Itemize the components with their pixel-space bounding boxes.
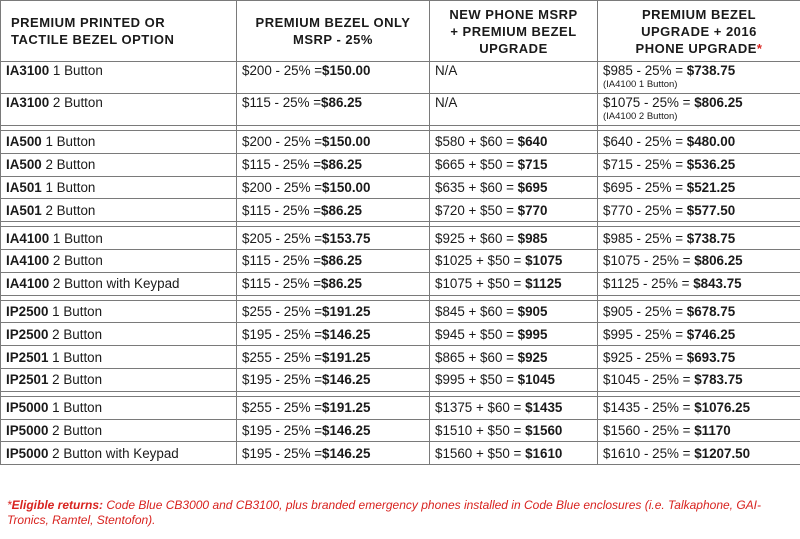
new-phone-formula: $635 + $60 = — [435, 179, 518, 195]
new-phone-total: $770 — [517, 202, 548, 218]
table-row — [1, 419, 800, 442]
new-phone-formula: $865 + $60 = — [435, 349, 518, 365]
model-code: IP2501 — [6, 349, 49, 365]
upgrade-formula: $640 - 25% = — [603, 134, 687, 150]
new-phone-formula: $580 + $60 = — [435, 134, 518, 150]
new-phone-price-cell — [430, 272, 598, 295]
model-cell — [1, 131, 237, 154]
upgrade-price: $738.75 — [686, 63, 736, 78]
bezel-formula: $255 - 25% = — [242, 303, 323, 319]
upgrade-price-cell — [598, 199, 800, 222]
new-phone-total: $925 — [517, 349, 548, 365]
new-phone-formula: N/A — [435, 95, 458, 110]
bezel-only-price-cell — [237, 419, 430, 442]
upgrade-price-cell — [598, 249, 800, 272]
model-code: IP5000 — [6, 400, 49, 416]
bezel-price: $86.25 — [321, 253, 363, 269]
model-code: IA501 — [6, 179, 42, 195]
upgrade-formula: $985 - 25% = — [603, 230, 687, 246]
new-phone-formula: $720 + $50 = — [435, 202, 518, 218]
upgrade-price: $577.50 — [686, 202, 736, 218]
bezel-only-price-cell — [237, 153, 430, 176]
upgrade-note: (IA4100 2 Button) — [603, 111, 678, 122]
upgrade-price-cell — [598, 227, 800, 250]
model-code: IA4100 — [6, 253, 50, 269]
bezel-formula: $200 - 25% = — [242, 134, 323, 150]
upgrade-formula: $1560 - 25% = — [603, 422, 695, 438]
table-row — [1, 94, 800, 126]
model-cell — [1, 300, 237, 323]
bezel-price: $86.25 — [321, 157, 363, 173]
table-row — [1, 249, 800, 272]
upgrade-price-cell — [598, 300, 800, 323]
model-cell — [1, 442, 237, 465]
upgrade-price: $843.75 — [693, 276, 742, 292]
upgrade-price: $738.75 — [686, 230, 736, 246]
model-code: IA3100 — [6, 63, 50, 78]
header-row — [1, 1, 800, 62]
table-body — [1, 62, 800, 465]
new-phone-price-cell — [430, 94, 598, 126]
model-variant: 1 Button — [49, 63, 103, 78]
upgrade-formula: $1610 - 25% = — [603, 445, 695, 461]
new-phone-formula: $845 + $60 = — [435, 303, 518, 319]
upgrade-price: $693.75 — [686, 349, 736, 365]
new-phone-formula: $1375 + $60 = — [435, 400, 526, 416]
upgrade-price-cell — [598, 346, 800, 369]
bezel-price: $191.25 — [322, 349, 371, 365]
upgrade-price-cell — [598, 323, 800, 346]
new-phone-total: $1435 — [525, 400, 563, 416]
upgrade-price: $783.75 — [694, 372, 743, 388]
table-row — [1, 346, 800, 369]
new-phone-price-cell — [430, 199, 598, 222]
upgrade-formula: $925 - 25% = — [603, 349, 687, 365]
upgrade-price-cell — [598, 368, 800, 391]
new-phone-total: $1560 — [525, 422, 563, 438]
model-variant: 2 Button — [41, 202, 96, 218]
model-cell — [1, 62, 237, 94]
upgrade-price: $806.25 — [694, 95, 743, 110]
new-phone-formula: $995 + $50 = — [435, 372, 518, 388]
upgrade-formula: $770 - 25% = — [603, 202, 687, 218]
model-code: IP5000 — [6, 422, 49, 438]
model-code: IA500 — [6, 134, 42, 150]
footnote — [7, 498, 797, 528]
new-phone-formula: $945 + $50 = — [435, 326, 518, 342]
model-cell — [1, 199, 237, 222]
asterisk-marker: * — [756, 40, 763, 56]
model-cell — [1, 227, 237, 250]
new-phone-total: $995 — [517, 326, 548, 342]
model-code: IA4100 — [6, 276, 50, 292]
upgrade-price-cell — [598, 419, 800, 442]
bezel-only-price-cell — [237, 249, 430, 272]
bezel-formula: $205 - 25% = — [242, 230, 323, 246]
model-cell — [1, 153, 237, 176]
bezel-price: $153.75 — [322, 230, 371, 246]
bezel-formula: $195 - 25% = — [242, 445, 323, 461]
bezel-only-price-cell — [237, 300, 430, 323]
upgrade-formula: $985 - 25% = — [603, 63, 687, 78]
bezel-formula: $200 - 25% = — [242, 179, 323, 195]
footnote-label: Eligible returns: — [11, 498, 104, 512]
upgrade-price: $536.25 — [686, 157, 736, 173]
new-phone-total: $1075 — [525, 253, 563, 269]
new-phone-total: $695 — [517, 179, 548, 195]
new-phone-formula: $1510 + $50 = — [435, 422, 526, 438]
new-phone-total: $1045 — [517, 372, 555, 388]
bezel-formula: $115 - 25% = — [242, 157, 322, 173]
bezel-only-price-cell — [237, 199, 430, 222]
model-code: IA500 — [6, 157, 42, 173]
upgrade-formula: $1045 - 25% = — [603, 372, 695, 388]
model-cell — [1, 323, 237, 346]
model-variant: 1 Button — [48, 400, 103, 416]
bezel-only-price-cell — [237, 442, 430, 465]
model-cell — [1, 346, 237, 369]
model-code: IP5000 — [6, 445, 49, 461]
header-bezel-plus-phone-upgrade: PREMIUM BEZEL UPGRADE + 2016 PHONE UPGRADE* — [598, 1, 800, 62]
table-row — [1, 442, 800, 465]
new-phone-price-cell — [430, 396, 598, 419]
upgrade-price: $1207.50 — [694, 445, 751, 461]
bezel-price: $86.25 — [321, 276, 363, 292]
bezel-price: $191.25 — [322, 303, 371, 319]
bezel-formula: $195 - 25% = — [242, 326, 323, 342]
upgrade-formula: $1435 - 25% = — [603, 400, 695, 416]
new-phone-price-cell — [430, 62, 598, 94]
upgrade-note: (IA4100 1 Button) — [603, 79, 678, 90]
bezel-formula: $200 - 25% = — [242, 63, 323, 78]
table-row — [1, 62, 800, 94]
model-code: IA4100 — [6, 230, 50, 246]
table-row — [1, 131, 800, 154]
new-phone-price-cell — [430, 442, 598, 465]
new-phone-formula: $1560 + $50 = — [435, 445, 526, 461]
model-cell — [1, 368, 237, 391]
upgrade-price: $1076.25 — [694, 400, 751, 416]
bezel-price: $86.25 — [321, 202, 363, 218]
upgrade-formula: $995 - 25% = — [603, 326, 687, 342]
new-phone-formula: $665 + $50 = — [435, 157, 518, 173]
bezel-only-price-cell — [237, 272, 430, 295]
model-variant: 1 Button — [49, 230, 103, 246]
bezel-price: $150.00 — [322, 134, 371, 150]
upgrade-formula: $905 - 25% = — [603, 303, 687, 319]
bezel-formula: $115 - 25% = — [242, 202, 322, 218]
new-phone-price-cell — [430, 153, 598, 176]
header-new-phone-msrp: NEW PHONE MSRP + PREMIUM BEZEL UPGRADE — [430, 1, 598, 62]
bezel-only-price-cell — [237, 368, 430, 391]
upgrade-formula: $1125 - 25% = — [603, 276, 694, 292]
table-row — [1, 300, 800, 323]
bezel-price: $150.00 — [322, 63, 371, 78]
upgrade-price-cell — [598, 396, 800, 419]
model-code: IP2500 — [6, 303, 49, 319]
upgrade-formula: $695 - 25% = — [603, 179, 687, 195]
header-bezel-only-msrp: PREMIUM BEZEL ONLY MSRP - 25% — [237, 1, 430, 62]
new-phone-price-cell — [430, 323, 598, 346]
new-phone-price-cell — [430, 176, 598, 199]
new-phone-formula: N/A — [435, 63, 458, 78]
new-phone-price-cell — [430, 368, 598, 391]
model-variant: 1 Button — [48, 303, 103, 319]
model-cell — [1, 419, 237, 442]
table-row — [1, 272, 800, 295]
upgrade-price: $480.00 — [686, 134, 736, 150]
table-row — [1, 176, 800, 199]
bezel-formula: $255 - 25% = — [242, 400, 323, 416]
footnote-marker: * — [7, 498, 12, 512]
model-variant: 1 Button — [41, 179, 96, 195]
bezel-only-price-cell — [237, 94, 430, 126]
table-row — [1, 153, 800, 176]
table-row — [1, 227, 800, 250]
bezel-formula: $115 - 25% = — [242, 276, 322, 292]
footnote-text: Code Blue CB3000 and CB3100, plus branded emergency phones installed in Code Blue enclosures (i.e. Talkaphone, GAI-Tronics, Ramtel, Stentofon). — [7, 498, 762, 527]
model-variant: 2 Button — [48, 372, 103, 388]
bezel-price: $146.25 — [322, 372, 371, 388]
table-row — [1, 199, 800, 222]
model-variant: 2 Button — [49, 95, 103, 110]
bezel-price: $146.25 — [322, 445, 371, 461]
model-cell — [1, 249, 237, 272]
bezel-price: $150.00 — [322, 179, 371, 195]
new-phone-price-cell — [430, 419, 598, 442]
upgrade-price: $746.25 — [686, 326, 736, 342]
model-code: IA3100 — [6, 95, 50, 110]
bezel-formula: $195 - 25% = — [242, 422, 323, 438]
model-variant: 2 Button — [48, 326, 103, 342]
bezel-only-price-cell — [237, 227, 430, 250]
new-phone-formula: $1025 + $50 = — [435, 253, 526, 269]
upgrade-price: $1170 — [694, 422, 731, 438]
bezel-formula: $255 - 25% = — [242, 349, 323, 365]
bezel-only-price-cell — [237, 323, 430, 346]
model-variant: 2 Button — [49, 253, 103, 269]
model-variant: 2 Button with Keypad — [48, 445, 179, 461]
upgrade-price-cell — [598, 131, 800, 154]
model-code: IA501 — [6, 202, 42, 218]
table-row — [1, 323, 800, 346]
upgrade-formula: $1075 - 25% = — [603, 253, 695, 269]
upgrade-price: $678.75 — [686, 303, 736, 319]
bezel-only-price-cell — [237, 62, 430, 94]
new-phone-formula: $1075 + $50 = — [435, 276, 526, 292]
upgrade-formula: $1075 - 25% = — [603, 95, 695, 110]
new-phone-total: $715 — [517, 157, 548, 173]
new-phone-price-cell — [430, 131, 598, 154]
new-phone-price-cell — [430, 300, 598, 323]
model-variant: 2 Button — [41, 157, 96, 173]
new-phone-total: $905 — [517, 303, 548, 319]
upgrade-price-cell — [598, 442, 800, 465]
new-phone-total: $985 — [517, 230, 548, 246]
new-phone-price-cell — [430, 346, 598, 369]
bezel-formula: $115 - 25% = — [242, 95, 322, 110]
new-phone-formula: $925 + $60 = — [435, 230, 518, 246]
table-row — [1, 368, 800, 391]
model-variant: 1 Button — [41, 134, 96, 150]
new-phone-total: $640 — [517, 134, 548, 150]
model-cell — [1, 272, 237, 295]
bezel-only-price-cell — [237, 396, 430, 419]
model-code: IP2500 — [6, 326, 49, 342]
header-bezel-option: PREMIUM PRINTED OR TACTILE BEZEL OPTION — [1, 1, 237, 62]
upgrade-price-cell — [598, 153, 800, 176]
new-phone-price-cell — [430, 227, 598, 250]
upgrade-price: $521.25 — [686, 179, 736, 195]
new-phone-total: $1610 — [525, 445, 563, 461]
bezel-only-price-cell — [237, 346, 430, 369]
table-row — [1, 396, 800, 419]
new-phone-total: $1125 — [525, 276, 562, 292]
bezel-only-price-cell — [237, 176, 430, 199]
model-variant: 2 Button — [48, 422, 103, 438]
bezel-only-price-cell — [237, 131, 430, 154]
model-variant: 2 Button with Keypad — [49, 276, 180, 292]
bezel-price: $146.25 — [322, 422, 371, 438]
upgrade-formula: $715 - 25% = — [603, 157, 687, 173]
bezel-price: $191.25 — [322, 400, 371, 416]
upgrade-price-cell — [598, 272, 800, 295]
upgrade-price-cell — [598, 176, 800, 199]
model-cell — [1, 176, 237, 199]
bezel-formula: $195 - 25% = — [242, 372, 323, 388]
model-cell — [1, 94, 237, 126]
model-cell — [1, 396, 237, 419]
model-code: IP2501 — [6, 372, 49, 388]
bezel-formula: $115 - 25% = — [242, 253, 322, 269]
model-variant: 1 Button — [48, 349, 103, 365]
bezel-price: $146.25 — [322, 326, 371, 342]
bezel-price: $86.25 — [321, 95, 363, 110]
new-phone-price-cell — [430, 249, 598, 272]
upgrade-price: $806.25 — [694, 253, 743, 269]
upgrade-price-cell — [598, 62, 800, 94]
upgrade-price-cell — [598, 94, 800, 126]
